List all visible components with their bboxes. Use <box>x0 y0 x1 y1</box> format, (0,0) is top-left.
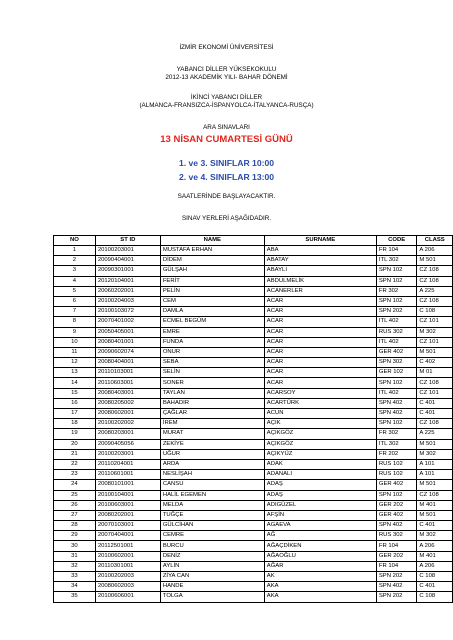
cell-class: A 101 <box>417 470 453 480</box>
cell-no: 14 <box>54 378 96 388</box>
cell-class: A 225 <box>417 429 453 439</box>
program-title: İKİNCİ YABANCI DİLLER <box>190 94 263 101</box>
cell-surname: ACARTÜRK <box>264 398 376 408</box>
cell-code: RUS 302 <box>376 327 417 337</box>
table-row <box>54 449 453 459</box>
table-row <box>54 256 453 266</box>
table-row <box>54 572 453 582</box>
cell-surname: ACAR <box>264 327 376 337</box>
table-row <box>54 429 453 439</box>
exam-title: ARA SINAVLARI <box>203 124 250 131</box>
cell-no: 9 <box>54 327 96 337</box>
cell-class: C 108 <box>417 307 453 317</box>
cell-no: 16 <box>54 398 96 408</box>
cell-class: C 401 <box>417 398 453 408</box>
cell-surname: ADAK <box>264 459 376 469</box>
cell-surname: ADIGÜZEL <box>264 500 376 510</box>
cell-class: M 401 <box>417 500 453 510</box>
cell-no: 6 <box>54 296 96 306</box>
cell-surname: ACAR <box>264 296 376 306</box>
cell-st-id: 20060202001 <box>95 286 160 296</box>
cell-no: 31 <box>54 551 96 561</box>
cell-surname: AĞAOĞLU <box>264 551 376 561</box>
cell-code: SPN 202 <box>376 592 417 602</box>
table-row <box>54 358 453 368</box>
cell-name: ZİYA CAN <box>160 572 264 582</box>
cell-code: SPN 202 <box>376 572 417 582</box>
cell-name: MUSTAFA ERHAN <box>160 246 264 256</box>
cell-code: GER 102 <box>376 368 417 378</box>
cell-st-id: 20090301001 <box>95 266 160 276</box>
cell-surname: AĞ <box>264 531 376 541</box>
cell-class: M 501 <box>417 256 453 266</box>
table-row <box>54 347 453 357</box>
time-slot-2: 2. ve 4. SINIFLAR 13:00 <box>178 172 275 182</box>
cell-name: ECMEL BEGÜM <box>160 317 264 327</box>
cell-code: SPN 102 <box>376 490 417 500</box>
cell-class: A 206 <box>417 561 453 571</box>
cell-code: FR 104 <box>376 541 417 551</box>
cell-surname: AKA <box>264 582 376 592</box>
cell-name: FERİT <box>160 276 264 286</box>
cell-class: CZ 108 <box>417 490 453 500</box>
column-header-code: CODE <box>376 236 417 246</box>
cell-no: 13 <box>54 368 96 378</box>
cell-st-id: 20110204001 <box>95 459 160 469</box>
cell-name: MURAT <box>160 429 264 439</box>
cell-code: FR 302 <box>376 429 417 439</box>
cell-name: GÜLCİHAN <box>160 521 264 531</box>
cell-st-id: 20110601001 <box>95 470 160 480</box>
cell-no: 15 <box>54 388 96 398</box>
cell-name: ZEKİYE <box>160 439 264 449</box>
university-title: İZMİR EKONOMİ ÜNİVERSİTESİ <box>179 44 274 51</box>
cell-st-id: 20080401001 <box>95 337 160 347</box>
cell-st-id: 20080602003 <box>95 582 160 592</box>
cell-class: CZ 108 <box>417 419 453 429</box>
cell-surname: AÇIKGÖZ <box>264 429 376 439</box>
table-row <box>54 521 453 531</box>
table-row <box>54 551 453 561</box>
cell-surname: ACAR <box>264 358 376 368</box>
cell-surname: ACAR <box>264 378 376 388</box>
cell-code: SPN 102 <box>376 276 417 286</box>
cell-code: FR 202 <box>376 449 417 459</box>
school-name: YABANCI DİLLER YÜKSEKOKULU <box>176 66 277 73</box>
cell-class: CZ 108 <box>417 266 453 276</box>
cell-code: GER 402 <box>376 510 417 520</box>
cell-name: İREM <box>160 419 264 429</box>
languages-list: (ALMANCA-FRANSIZCA-İSPANYOLCA-İTALYANCA-RUSÇA) <box>139 102 314 109</box>
cell-class: C 108 <box>417 572 453 582</box>
cell-surname: AFŞİN <box>264 510 376 520</box>
cell-name: UĞUR <box>160 449 264 459</box>
cell-surname: AĞAR <box>264 561 376 571</box>
table-row <box>54 246 453 256</box>
cell-name: DİDEM <box>160 256 264 266</box>
cell-no: 34 <box>54 582 96 592</box>
cell-surname: ACAR <box>264 368 376 378</box>
cell-st-id: 20100204003 <box>95 296 160 306</box>
cell-st-id: 20100104001 <box>95 490 160 500</box>
cell-class: CZ 101 <box>417 337 453 347</box>
cell-name: DENİZ <box>160 551 264 561</box>
cell-no: 17 <box>54 409 96 419</box>
cell-st-id: 20100202003 <box>95 572 160 582</box>
table-row <box>54 337 453 347</box>
cell-class: C 401 <box>417 582 453 592</box>
cell-no: 8 <box>54 317 96 327</box>
cell-st-id: 20100603001 <box>95 500 160 510</box>
table-row <box>54 327 453 337</box>
table-row <box>54 500 453 510</box>
cell-code: ITL 402 <box>376 317 417 327</box>
cell-st-id: 20080202001 <box>95 510 160 520</box>
time-slot-1: 1. ve 3. SINIFLAR 10:00 <box>178 158 275 168</box>
cell-no: 10 <box>54 337 96 347</box>
cell-name: CEMRE <box>160 531 264 541</box>
cell-code: RUS 102 <box>376 459 417 469</box>
cell-st-id: 20120104001 <box>95 276 160 286</box>
cell-no: 24 <box>54 480 96 490</box>
table-row <box>54 296 453 306</box>
column-header-class: CLASS <box>417 236 453 246</box>
cell-code: SPN 402 <box>376 582 417 592</box>
cell-surname: ABA <box>264 246 376 256</box>
cell-class: C 401 <box>417 409 453 419</box>
cell-surname: ACAR <box>264 347 376 357</box>
table-row <box>54 317 453 327</box>
cell-name: SONER <box>160 378 264 388</box>
table-row <box>54 419 453 429</box>
cell-code: FR 302 <box>376 286 417 296</box>
cell-st-id: 20100203001 <box>95 449 160 459</box>
cell-no: 32 <box>54 561 96 571</box>
cell-no: 30 <box>54 541 96 551</box>
cell-no: 5 <box>54 286 96 296</box>
cell-st-id: 20080403001 <box>95 388 160 398</box>
cell-st-id: 20080602001 <box>95 409 160 419</box>
cell-st-id: 20110603001 <box>95 378 160 388</box>
exam-date: 13 NİSAN CUMARTESİ GÜNÜ <box>160 134 293 145</box>
column-header-surname: SURNAME <box>264 236 376 246</box>
cell-st-id: 20080203001 <box>95 429 160 439</box>
cell-no: 33 <box>54 572 96 582</box>
cell-class: A 206 <box>417 541 453 551</box>
cell-st-id: 20110103001 <box>95 368 160 378</box>
cell-class: C 108 <box>417 592 453 602</box>
cell-name: ÇAĞLAR <box>160 409 264 419</box>
cell-surname: AKA <box>264 592 376 602</box>
cell-name: HANDE <box>160 582 264 592</box>
cell-code: ITL 302 <box>376 439 417 449</box>
cell-st-id: 20080205002 <box>95 398 160 408</box>
cell-st-id: 20100606001 <box>95 592 160 602</box>
table-row <box>54 439 453 449</box>
cell-code: SPN 102 <box>376 419 417 429</box>
cell-surname: ADAŞ <box>264 480 376 490</box>
cell-code: SPN 402 <box>376 409 417 419</box>
cell-name: AYLİN <box>160 561 264 571</box>
cell-name: MELDA <box>160 500 264 510</box>
cell-class: M 501 <box>417 439 453 449</box>
cell-no: 11 <box>54 347 96 357</box>
cell-class: M 501 <box>417 510 453 520</box>
cell-code: RUS 302 <box>376 531 417 541</box>
cell-st-id: 20050405001 <box>95 327 160 337</box>
cell-no: 28 <box>54 521 96 531</box>
cell-name: DAMLA <box>160 307 264 317</box>
cell-code: GER 402 <box>376 480 417 490</box>
cell-class: M 302 <box>417 449 453 459</box>
column-header-st-id: ST ID <box>95 236 160 246</box>
rooms-note: SINAV YERLERİ AŞAĞIDADIR. <box>181 215 271 222</box>
cell-name: BAHADIR <box>160 398 264 408</box>
cell-code: GER 202 <box>376 500 417 510</box>
cell-code: ITL 302 <box>376 256 417 266</box>
table-row <box>54 276 453 286</box>
cell-st-id: 20100203001 <box>95 246 160 256</box>
cell-st-id: 20070103001 <box>95 521 160 531</box>
cell-class: M 501 <box>417 480 453 490</box>
cell-name: EMRE <box>160 327 264 337</box>
cell-surname: AĞAÇDİKEN <box>264 541 376 551</box>
table-row <box>54 307 453 317</box>
table-row <box>54 409 453 419</box>
cell-class: C 401 <box>417 521 453 531</box>
cell-no: 26 <box>54 500 96 510</box>
cell-name: SELİN <box>160 368 264 378</box>
table-row <box>54 266 453 276</box>
table-row <box>54 592 453 602</box>
cell-no: 20 <box>54 439 96 449</box>
cell-class: M 501 <box>417 347 453 357</box>
table-row <box>54 561 453 571</box>
cell-surname: ADANALI <box>264 470 376 480</box>
cell-name: TUĞÇE <box>160 510 264 520</box>
cell-surname: AÇIKYÜZ <box>264 449 376 459</box>
cell-st-id: 20070401002 <box>95 317 160 327</box>
cell-surname: ACAR <box>264 307 376 317</box>
cell-class: C 402 <box>417 358 453 368</box>
cell-class: M 401 <box>417 551 453 561</box>
cell-class: A 225 <box>417 286 453 296</box>
cell-no: 4 <box>54 276 96 286</box>
cell-code: SPN 102 <box>376 378 417 388</box>
column-header-name: NAME <box>160 236 264 246</box>
cell-code: SPN 102 <box>376 266 417 276</box>
cell-code: FR 104 <box>376 246 417 256</box>
cell-st-id: 20112501001 <box>95 541 160 551</box>
table-body <box>54 246 453 603</box>
table-row <box>54 378 453 388</box>
cell-surname: ACAR <box>264 337 376 347</box>
cell-surname: AÇIK <box>264 419 376 429</box>
table-row <box>54 531 453 541</box>
cell-class: CZ 101 <box>417 317 453 327</box>
cell-name: PELİN <box>160 286 264 296</box>
cell-surname: ABAYLI <box>264 266 376 276</box>
cell-st-id: 20100602001 <box>95 551 160 561</box>
table-row <box>54 398 453 408</box>
cell-code: RUS 102 <box>376 470 417 480</box>
cell-class: CZ 108 <box>417 296 453 306</box>
cell-no: 22 <box>54 459 96 469</box>
table-row <box>54 368 453 378</box>
cell-surname: ADAŞ <box>264 490 376 500</box>
start-note: SAATLERİNDE BAŞLAYACAKTIR. <box>177 193 276 200</box>
academic-term: 2012-13 AKADEMİK YILI- BAHAR DÖNEMİ <box>165 74 288 81</box>
cell-no: 21 <box>54 449 96 459</box>
cell-surname: ACAR <box>264 317 376 327</box>
cell-code: GER 402 <box>376 347 417 357</box>
cell-no: 23 <box>54 470 96 480</box>
table-row <box>54 510 453 520</box>
cell-surname: AGAEVA <box>264 521 376 531</box>
cell-name: CEM <box>160 296 264 306</box>
cell-st-id: 20110301001 <box>95 561 160 571</box>
cell-class: A 101 <box>417 459 453 469</box>
cell-class: CZ 101 <box>417 388 453 398</box>
cell-name: TOLGA <box>160 592 264 602</box>
cell-code: SPN 302 <box>376 358 417 368</box>
cell-name: HALİL EGEMEN <box>160 490 264 500</box>
cell-class: M 302 <box>417 531 453 541</box>
cell-name: ARDA <box>160 459 264 469</box>
cell-no: 35 <box>54 592 96 602</box>
cell-st-id: 20090405056 <box>95 439 160 449</box>
cell-code: SPN 402 <box>376 398 417 408</box>
table-row <box>54 480 453 490</box>
table-row <box>54 490 453 500</box>
cell-surname: ABATAY <box>264 256 376 266</box>
table-row <box>54 582 453 592</box>
cell-st-id: 20100103072 <box>95 307 160 317</box>
cell-code: SPN 202 <box>376 307 417 317</box>
cell-code: ITL 402 <box>376 388 417 398</box>
cell-no: 25 <box>54 490 96 500</box>
cell-code: ITL 402 <box>376 337 417 347</box>
table-header-row <box>54 236 453 246</box>
cell-code: FR 104 <box>376 561 417 571</box>
cell-surname: ACANERLER <box>264 286 376 296</box>
cell-class: M 302 <box>417 327 453 337</box>
cell-st-id: 20090602074 <box>95 347 160 357</box>
table-row <box>54 541 453 551</box>
cell-st-id: 20100202002 <box>95 419 160 429</box>
cell-no: 3 <box>54 266 96 276</box>
column-header-no: NO <box>54 236 96 246</box>
cell-surname: AK <box>264 572 376 582</box>
table-row <box>54 388 453 398</box>
cell-no: 12 <box>54 358 96 368</box>
cell-no: 7 <box>54 307 96 317</box>
cell-name: ONUR <box>160 347 264 357</box>
cell-class: A 206 <box>417 246 453 256</box>
cell-name: SEBA <box>160 358 264 368</box>
cell-code: GER 202 <box>376 551 417 561</box>
cell-surname: ABDULMELİK <box>264 276 376 286</box>
cell-no: 19 <box>54 429 96 439</box>
exam-seating-table <box>53 235 453 603</box>
cell-surname: AÇIKGÖZ <box>264 439 376 449</box>
cell-surname: ACUN <box>264 409 376 419</box>
cell-no: 27 <box>54 510 96 520</box>
cell-name: CANSU <box>160 480 264 490</box>
cell-name: NESLİŞAH <box>160 470 264 480</box>
cell-class: CZ 108 <box>417 276 453 286</box>
cell-st-id: 20070404001 <box>95 531 160 541</box>
cell-no: 29 <box>54 531 96 541</box>
table-row <box>54 286 453 296</box>
table-row <box>54 459 453 469</box>
cell-no: 18 <box>54 419 96 429</box>
cell-name: TAYLAN <box>160 388 264 398</box>
cell-st-id: 20080101001 <box>95 480 160 490</box>
cell-code: SPN 102 <box>376 296 417 306</box>
table-row <box>54 470 453 480</box>
cell-surname: ACARSOY <box>264 388 376 398</box>
cell-name: BURCU <box>160 541 264 551</box>
cell-no: 2 <box>54 256 96 266</box>
cell-st-id: 20080404001 <box>95 358 160 368</box>
cell-name: FUNDA <box>160 337 264 347</box>
cell-st-id: 20090404001 <box>95 256 160 266</box>
cell-class: M 01 <box>417 368 453 378</box>
cell-name: GÜLŞAH <box>160 266 264 276</box>
cell-no: 1 <box>54 246 96 256</box>
cell-class: CZ 108 <box>417 378 453 388</box>
cell-code: SPN 402 <box>376 521 417 531</box>
